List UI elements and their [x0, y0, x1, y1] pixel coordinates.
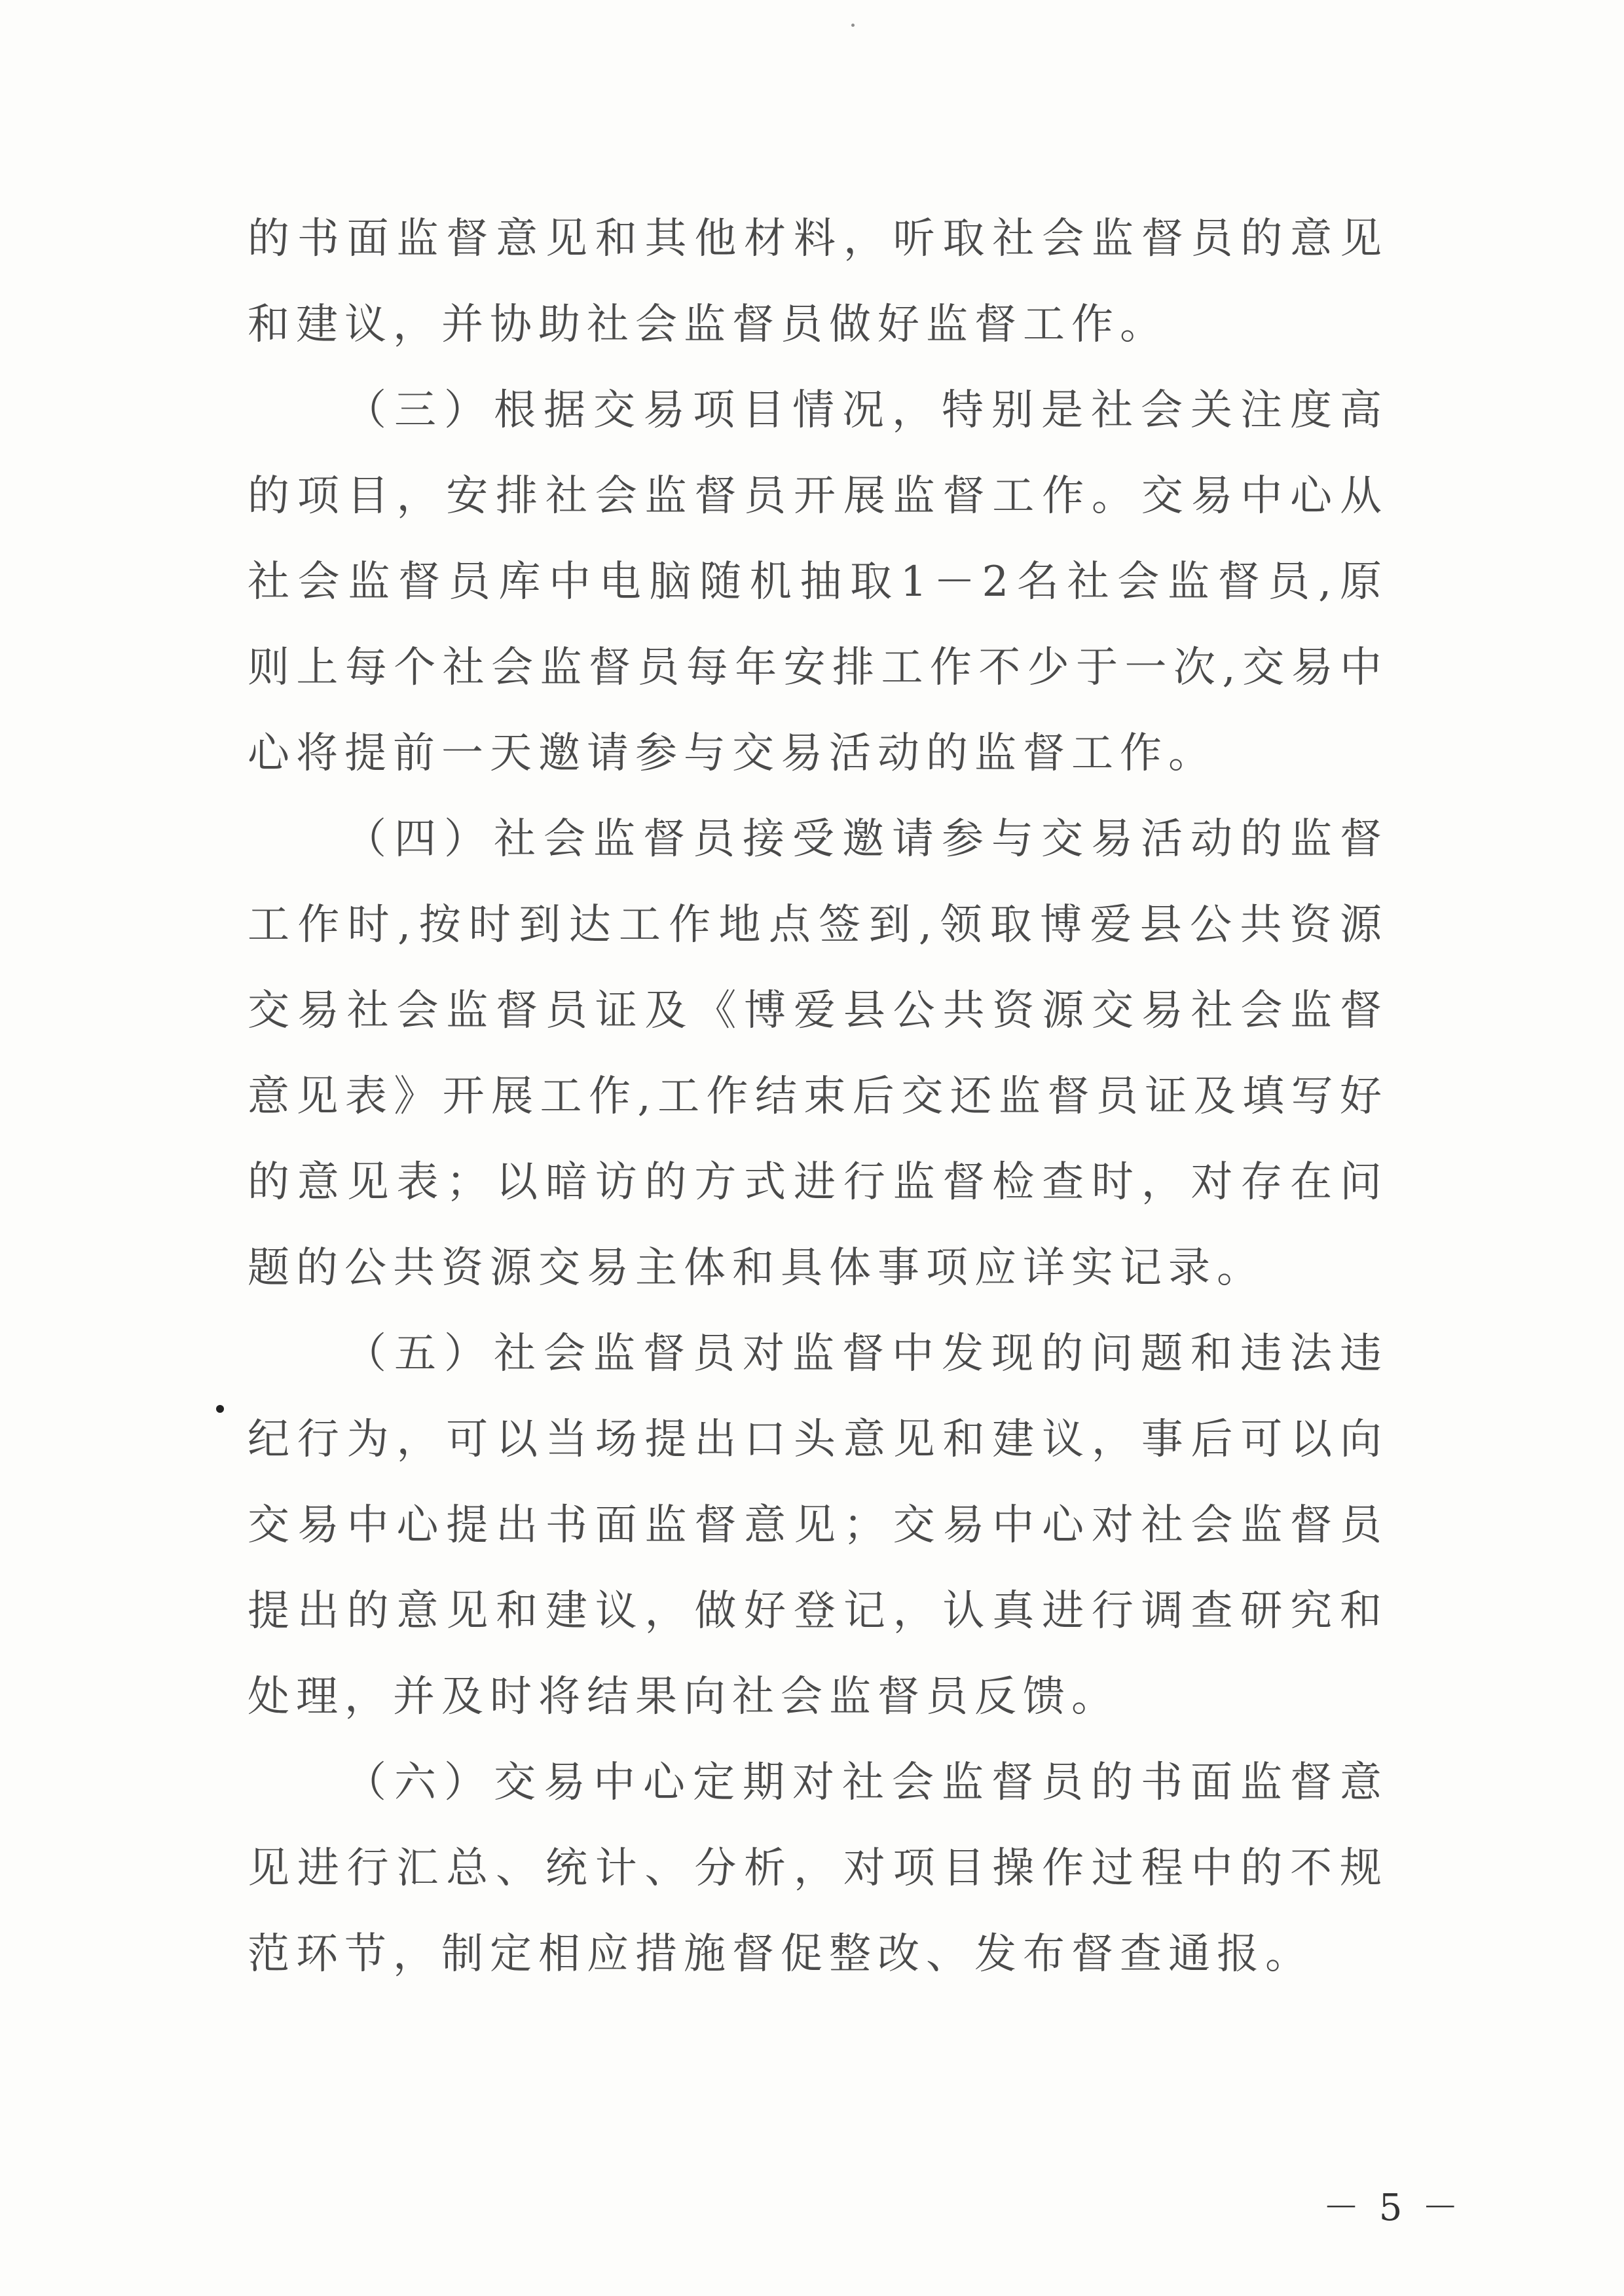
paragraph-item-five: （五）社会监督员对监督中发现的问题和违法违纪行为，可以当场提出口头意见和建议，事后可以向交易中心提出书面监督意见；交易中心对社会监督员提出的意见和建议，做好登记，认真进行调查研究和处理，并及时将结果向社会监督员反馈。 — [248, 1330, 1388, 1721]
paragraph-continued: 的书面监督意见和其他材料，听取社会监督员的意见和建议，并协助社会监督员做好监督工作。 — [248, 215, 1388, 349]
paragraph-item-four: （四）社会监督员接受邀请参与交易活动的监督工作时,按时到达工作地点签到,领取博爱县公共资源交易社会监督员证及《博爱县公共资源交易社会监督意见表》开展工作,工作结束后交还监督员证及填写好的意见表；以暗访的方式进行监督检查时，对存在问题的公共资源交易主体和具体事项应详实记录。 — [248, 815, 1388, 1292]
paragraph-item-six: （六）交易中心定期对社会监督员的书面监督意见进行汇总、统计、分析，对项目操作过程中的不规范环节，制定相应措施督促整改、发布督查通报。 — [248, 1758, 1388, 1978]
scan-speck — [216, 1405, 224, 1413]
page-number: － 5 － — [1323, 2187, 1463, 2229]
scan-speck — [851, 24, 855, 27]
document-body — [248, 196, 1388, 1997]
paragraph-item-three: （三）根据交易项目情况，特别是社会关注度高的项目，安排社会监督员开展监督工作。交易中心从社会监督员库中电脑随机抽取1－2名社会监督员,原则上每个社会监督员每年安排工作不少于一次,交易中心将提前一天邀请参与交易活动的监督工作。 — [248, 386, 1388, 778]
